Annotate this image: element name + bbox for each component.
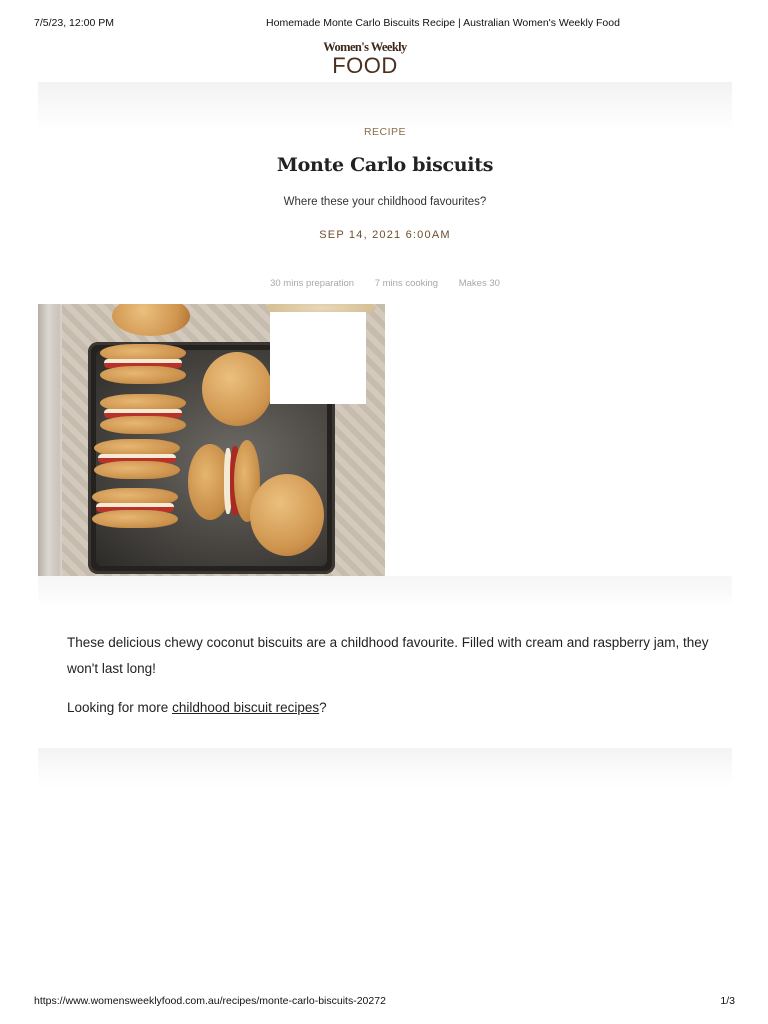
content-shadow-band xyxy=(38,748,732,788)
more-recipes-line xyxy=(67,695,717,721)
logo-top-text: Women's Weekly xyxy=(323,39,407,55)
photo-wood-board xyxy=(38,304,64,576)
photo-shadow-band xyxy=(38,576,732,606)
cook-time: 7 mins cooking xyxy=(374,278,439,289)
photo-sandwich-biscuit xyxy=(100,394,186,434)
page-title: Monte Carlo biscuits xyxy=(276,154,494,176)
print-footer xyxy=(0,995,768,1009)
childhood-biscuit-recipes-link[interactable]: childhood biscuit recipes xyxy=(172,700,320,715)
print-date: 7/5/23, 12:00 PM xyxy=(34,17,114,29)
header-shadow-band xyxy=(38,82,732,132)
recipe-meta xyxy=(0,278,768,289)
site-logo[interactable] xyxy=(0,41,730,77)
photo-sandwich-biscuit xyxy=(100,344,186,384)
print-header xyxy=(0,17,768,31)
print-page-title: Homemade Monte Carlo Biscuits Recipe | Australian Women's Weekly Food xyxy=(266,17,620,29)
more-recipes-suffix: ? xyxy=(319,700,327,715)
servings: Makes 30 xyxy=(458,278,500,289)
photo-biscuit xyxy=(250,474,324,556)
publish-date: SEP 14, 2021 6:00AM xyxy=(319,229,451,241)
intro-paragraph: These delicious chewy coconut biscuits are a childhood favourite. Filled with cream and raspberry jam, they won't last long! xyxy=(67,635,709,676)
print-page-number: 1/3 xyxy=(720,995,735,1007)
recipe-subtitle: Where these your childhood favourites? xyxy=(283,196,487,208)
photo-overlay-placeholder xyxy=(270,312,366,404)
recipe-photo xyxy=(38,304,385,576)
prep-time: 30 mins preparation xyxy=(270,278,355,289)
photo-sandwich-biscuit xyxy=(92,488,178,528)
logo-main-text: FOOD xyxy=(332,52,398,78)
recipe-category[interactable]: RECIPE xyxy=(363,126,407,138)
photo-sandwich-biscuit xyxy=(94,439,180,479)
more-recipes-prefix: Looking for more xyxy=(67,700,173,715)
photo-biscuit xyxy=(202,352,272,426)
print-url: https://www.womensweeklyfood.com.au/recipes/monte-carlo-biscuits-20272 xyxy=(34,995,386,1007)
article-body xyxy=(67,630,717,734)
